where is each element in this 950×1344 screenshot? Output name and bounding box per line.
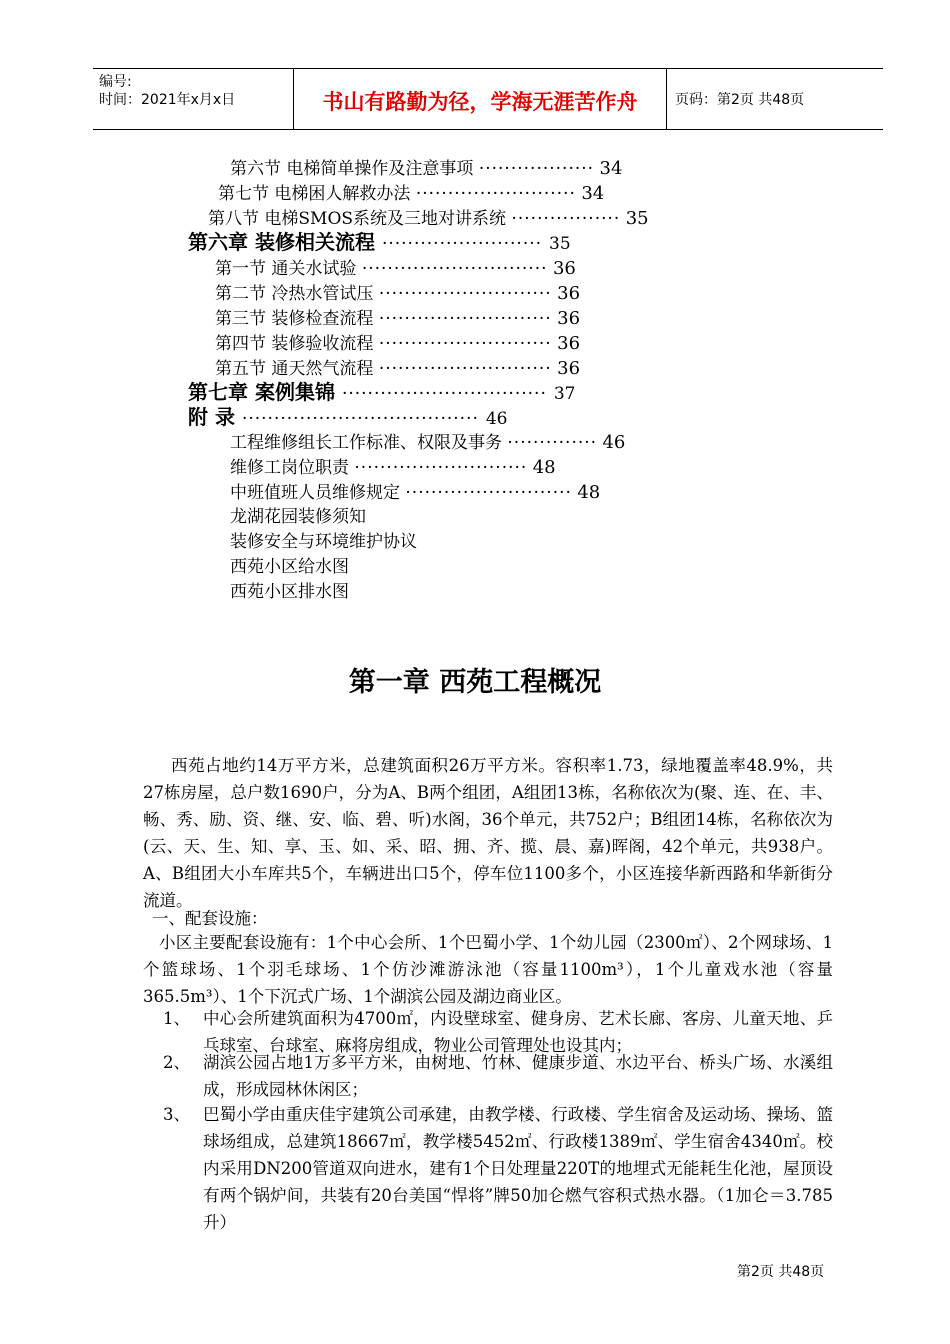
header-page-label: 页码：第2页 共48页 [675,92,805,108]
toc-entry[interactable] [208,206,649,231]
toc-chapter-entry[interactable] [188,230,571,255]
toc-entry-title: 第六节 电梯简单操作及注意事项 [230,159,474,179]
toc-entry-page: 46 [602,432,626,453]
toc-chapter-entry[interactable] [188,380,575,405]
toc-entry-page: 35 [625,208,649,229]
toc-entry[interactable] [215,331,580,356]
document-time-label: 时间：2021年x月x日 [99,92,236,108]
toc-entry-title: 龙湖花园装修须知 [230,507,366,527]
toc-chapter-entry[interactable] [188,405,508,430]
toc-entry-title: 附 录 [188,405,235,429]
toc-entry[interactable] [230,530,417,555]
list-item-number: 2、 [163,1053,190,1072]
toc-entry-title: 第五节 通天然气流程 [215,359,374,379]
toc-entry-title: 第三节 装修检查流程 [215,309,374,329]
list-item [163,1049,833,1103]
toc-entry[interactable] [230,455,556,480]
toc-entry-page: 34 [581,183,605,204]
toc-entry-page: 35 [549,234,571,254]
toc-entry[interactable] [230,156,622,181]
toc-entry-title: 西苑小区排水图 [230,582,349,602]
toc-entry-title: 第七节 电梯困人解救办法 [218,184,411,204]
toc-entry-leader: ··························· [378,334,552,354]
toc-entry[interactable] [215,356,580,381]
list-item-number: 1、 [163,1009,190,1028]
toc-entry-title: 工程维修组长工作标准、权限及事务 [230,433,502,453]
list-item-text: 湖滨公园占地1万多平方米，由树地、竹林、健康步道、水边平台、桥头广场、水溪组成，形成园林休闲区； [203,1053,833,1099]
toc-entry-page: 48 [577,482,601,503]
toc-entry-page: 36 [557,333,581,354]
list-item [163,1101,833,1236]
toc-entry[interactable] [230,505,366,530]
toc-entry-leader: ····································· [241,409,479,429]
toc-entry[interactable] [215,281,580,306]
toc-entry-page: 34 [599,158,623,179]
list-item-text: 巴蜀小学由重庆佳宇建筑公司承建，由教学楼、行政楼、学生宿舍及运动场、操场、篮球场组成，总建筑18667㎡，教学楼5452㎡、行政楼1389㎡、学生宿舍4340㎡。校内采用DN200管道双向进水，建有1个日处理量220T的地埋式无能耗生化池，屋顶设有两个锅炉间，共装有20台美国“悍将”牌50加仑燃气容积式热水器。（1加仑＝3.785升） [203,1105,833,1232]
toc-entry-title: 第二节 冷热水管试压 [215,284,374,304]
toc-entry-title: 第七章 案例集锦 [188,380,335,404]
toc-entry-leader: ····························· [361,259,548,279]
toc-entry-page: 37 [553,384,576,404]
toc-entry-leader: ··························· [378,309,552,329]
document-number-label: 编号: [99,74,132,90]
toc-entry-page: 46 [485,409,508,429]
toc-entry[interactable] [230,580,349,605]
toc-entry-leader: ································ [341,384,547,404]
toc-entry-page: 36 [557,308,581,329]
toc-entry[interactable] [230,430,625,455]
page-footer: 第2页 共48页 [737,1264,825,1280]
toc-entry-leader: ··························· [378,359,552,379]
toc-entry-leader: ·············· [507,433,598,453]
toc-entry-page: 48 [532,457,556,478]
header-right-cell [667,69,883,129]
toc-entry-page: 36 [552,258,576,279]
toc-entry-page: 36 [557,283,581,304]
toc-entry-leader: ························· [381,234,543,254]
toc-entry-leader: ························· [415,184,576,204]
toc-entry-page: 36 [557,358,581,379]
intro-paragraph: 西苑占地约14万平方米，总建筑面积26万平方米。容积率1.73，绿地覆盖率48.9%，共27栋房屋，总户数1690户，分为A、B两个组团，A组团13栋，名称依次为(聚、连、在、丰、畅、秀、励、资、继、安、临、碧、听)水阁，36个单元，共752户；B组团14栋，名称依次为(云、天、生、知、享、玉、如、采、昭、拥、齐、揽、晨、嘉)晖阁，42个单元，共938户。A、B组团大小车库共5个，车辆进出口5个，停车位1100多个，小区连接华新西路和华新街分流道。 [143,756,833,910]
toc-entry[interactable] [215,256,576,281]
chapter-title: 第一章 西苑工程概况 [348,667,602,698]
toc-entry[interactable] [218,181,604,206]
toc-entry[interactable] [230,555,349,580]
toc-entry-title: 第一节 通关水试验 [215,259,357,279]
toc-entry-leader: ··························· [354,458,528,478]
toc-entry-leader: ················· [511,209,621,229]
page-header [93,68,883,130]
list-item-number: 3、 [163,1105,190,1124]
toc-entry-title: 第六章 装修相关流程 [188,230,375,254]
toc-entry-leader: ··························· [378,284,552,304]
toc-entry-title: 中班值班人员维修规定 [230,483,400,503]
header-motto: 书山有路勤为径，学海无涯苦作舟 [322,90,638,114]
header-left-cell [93,69,294,129]
toc-entry-title: 维修工岗位职责 [230,458,349,478]
toc-entry-title: 装修安全与环境维护协议 [230,532,417,552]
toc-entry[interactable] [215,306,580,331]
facilities-paragraph: 小区主要配套设施有：1个中心会所、1个巴蜀小学、1个幼儿园（2300㎡）、2个网球场、1个篮球场、1个羽毛球场、1个仿沙滩游泳池（容量1100m³），1个儿童戏水池（容量365.5m³）、1个下沉式广场、1个湖滨公园及湖边商业区。 [143,933,833,1006]
section-heading: 一、配套设施： [152,909,268,928]
toc-entry-title: 第八节 电梯SMOS系统及三地对讲系统 [208,209,507,229]
toc-entry-title: 第四节 装修验收流程 [215,334,374,354]
list-item-text: 中心会所建筑面积为4700㎡，内设壁球室、健身房、艺术长廊、客房、儿童天地、乒乓球室、台球室、麻将房组成，物业公司管理处也设其内； [203,1009,833,1055]
toc-entry-leader: ·························· [405,483,572,503]
header-center-cell [294,69,667,129]
toc-entry[interactable] [230,480,600,505]
toc-entry-title: 西苑小区给水图 [230,557,349,577]
toc-entry-leader: ·················· [478,159,595,179]
